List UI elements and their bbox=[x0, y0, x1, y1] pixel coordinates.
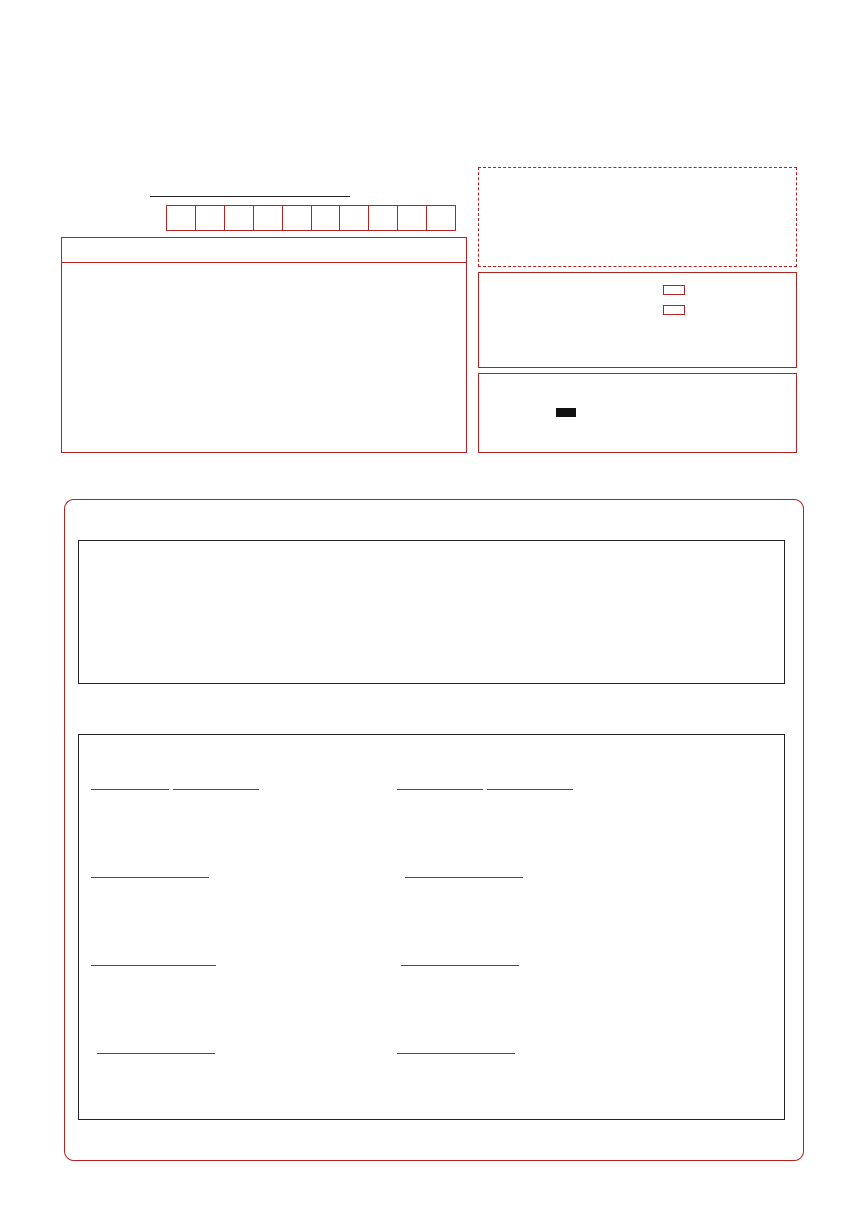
barcode-area bbox=[478, 167, 797, 267]
fill-sample-panel bbox=[478, 373, 797, 453]
top-timing-marks bbox=[54, 40, 814, 56]
id-cell[interactable] bbox=[398, 206, 427, 230]
notice-panel bbox=[61, 237, 467, 453]
answer-line[interactable] bbox=[397, 777, 483, 790]
fill-question-box bbox=[78, 734, 785, 1120]
blank-question bbox=[405, 865, 523, 881]
id-cell[interactable] bbox=[369, 206, 398, 230]
blank-question bbox=[91, 865, 209, 881]
answer-line[interactable] bbox=[405, 865, 523, 878]
blank-question bbox=[397, 1041, 515, 1057]
blank-question bbox=[91, 953, 216, 969]
correct-fill-sample bbox=[556, 408, 576, 417]
name-field[interactable] bbox=[150, 196, 350, 197]
examiner-only-panel bbox=[478, 272, 797, 368]
choice-question-box bbox=[78, 540, 785, 684]
id-cell[interactable] bbox=[254, 206, 283, 230]
answer-line[interactable] bbox=[173, 777, 259, 790]
id-cell[interactable] bbox=[225, 206, 254, 230]
id-cell[interactable] bbox=[427, 206, 455, 230]
answer-line[interactable] bbox=[91, 865, 209, 878]
left-timing-marks bbox=[38, 0, 58, 1227]
violation-mark-box[interactable] bbox=[663, 305, 685, 315]
id-cell[interactable] bbox=[196, 206, 225, 230]
id-cell[interactable] bbox=[312, 206, 341, 230]
id-cell[interactable] bbox=[167, 206, 196, 230]
answer-line[interactable] bbox=[97, 1041, 215, 1054]
exam-id-grid[interactable] bbox=[166, 205, 456, 231]
answer-line[interactable] bbox=[397, 1041, 515, 1054]
id-cell[interactable] bbox=[283, 206, 312, 230]
blank-question bbox=[397, 777, 573, 793]
answer-line[interactable] bbox=[91, 777, 169, 790]
blank-question bbox=[91, 777, 259, 793]
answer-line[interactable] bbox=[91, 953, 216, 966]
answer-line[interactable] bbox=[487, 777, 573, 790]
blank-question bbox=[97, 1041, 215, 1057]
blank-question bbox=[401, 953, 519, 969]
id-cell[interactable] bbox=[340, 206, 369, 230]
absent-mark-box[interactable] bbox=[663, 285, 685, 295]
notice-title bbox=[62, 238, 466, 263]
answer-line[interactable] bbox=[401, 953, 519, 966]
